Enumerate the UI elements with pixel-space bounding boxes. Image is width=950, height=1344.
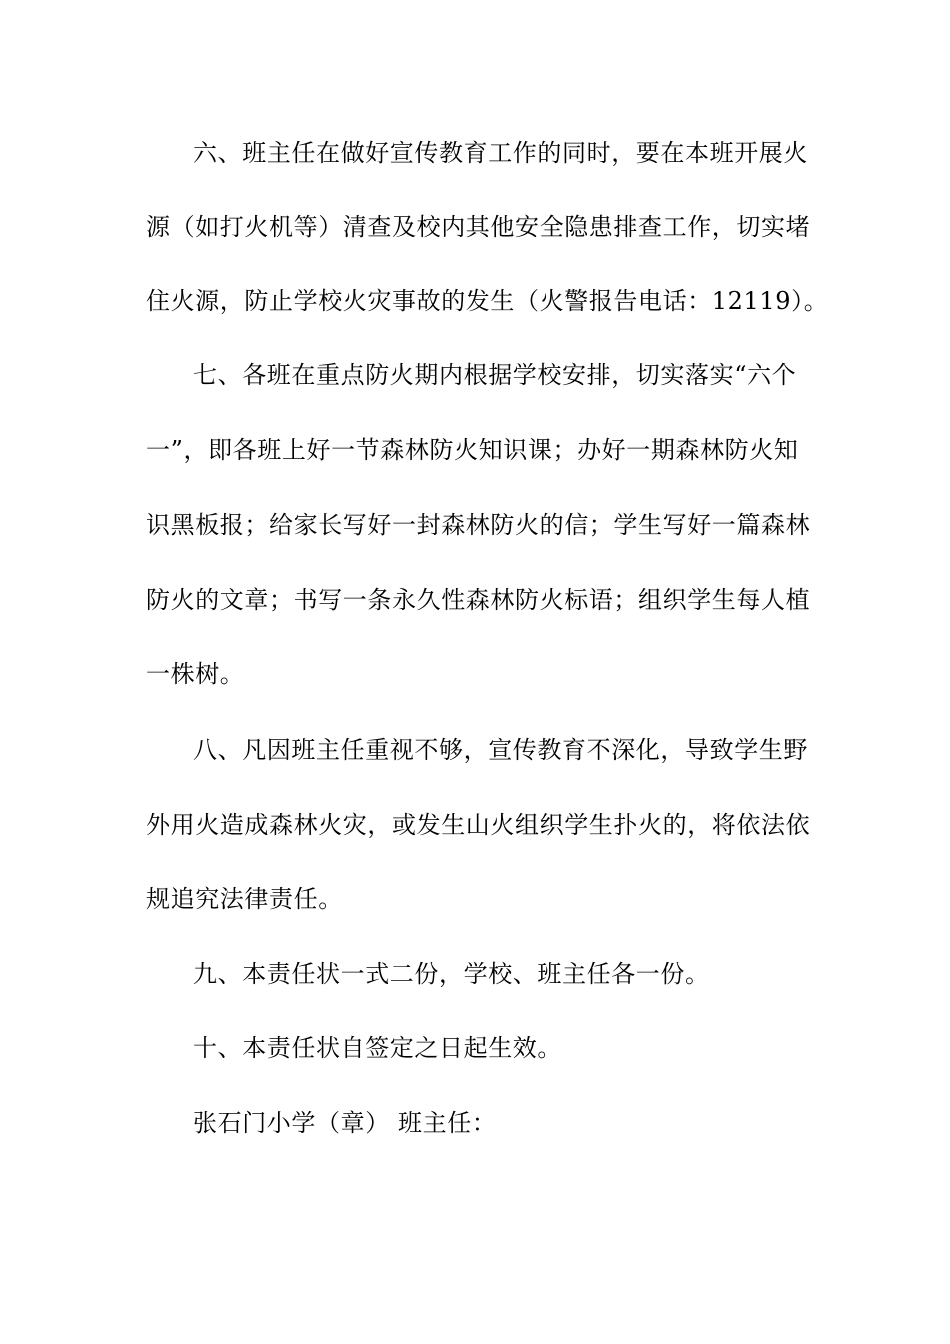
paragraph-7-line-3: 识黑板报；给家长写好一封森林防火的信；学生写好一篇森林 [146,511,811,539]
paragraph-9: 九、本责任状一式二份，学校、班主任各一份。 [193,960,710,988]
paragraph-7-line-1: 七、各班在重点防火期内根据学校安排，切实落实“六个 [193,361,797,389]
paragraph-7-line-2: 一”，即各班上好一节森林防火知识课；办好一期森林防火知 [146,436,799,464]
paragraph-10: 十、本责任状自签定之日起生效。 [193,1034,562,1062]
paragraph-6-line-3: 住火源，防止学校火灾事故的发生（火警报告电话：12119）。 [146,287,829,315]
signature-line: 张石门小学（章） 班主任： [193,1109,497,1137]
paragraph-8-line-2: 外用火造成森林火灾，或发生山火组织学生扑火的，将依法依 [146,811,811,839]
paragraph-6-line-2: 源（如打火机等）清查及校内其他安全隐患排查工作，切实堵 [146,213,811,241]
paragraph-7-line-5: 一株树。 [146,660,245,688]
paragraph-6-line-1: 六、班主任在做好宣传教育工作的同时，要在本班开展火 [193,139,808,167]
paragraph-7-line-4: 防火的文章；书写一条永久性森林防火标语；组织学生每人植 [146,586,811,614]
paragraph-8-line-1: 八、凡因班主任重视不够，宣传教育不深化，导致学生野 [193,736,808,764]
paragraph-8-line-3: 规追究法律责任。 [146,885,343,913]
